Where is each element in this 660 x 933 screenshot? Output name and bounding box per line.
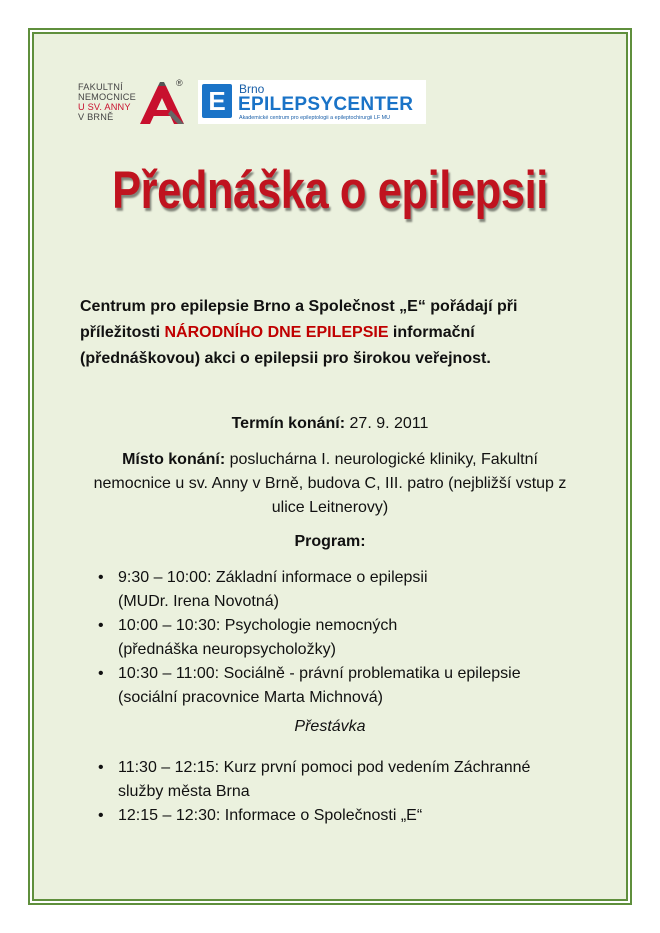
program-heading-text: Program: <box>294 533 366 550</box>
list-item <box>96 804 596 828</box>
event-date <box>60 412 600 436</box>
event-place <box>90 448 570 520</box>
epilepsy-center-city: Brno <box>239 82 265 96</box>
event-place-label: Místo konání: <box>122 451 226 468</box>
hospital-logo-line: U SV. ANNY <box>78 102 131 112</box>
hospital-logo-line: FAKULTNÍ <box>78 82 123 92</box>
pause-label: Přestávka <box>294 718 366 735</box>
intro-highlight: NÁRODNÍHO DNE EPILEPSIE <box>164 324 389 341</box>
intro-text-end: informační (přednáškovou) akci o epilepsii pro širokou veřejnost. <box>80 324 491 367</box>
page-title: Přednáška o epilepsii <box>112 161 548 220</box>
program-item-time: • 11:30 – 12:15: Kurz první pomoci pod vedením Záchranné <box>118 759 531 776</box>
epilepsy-center-name: EPILEPSYCENTER <box>238 94 414 115</box>
registered-mark: ® <box>176 78 183 88</box>
hospital-logo-line: V BRNĚ <box>78 112 114 122</box>
program-item-detail: (MUDr. Irena Novotná) <box>118 593 279 610</box>
program-item-time: • 10:00 – 10:30: Psychologie nemocných <box>118 617 398 634</box>
program-heading <box>60 530 600 554</box>
program-item-detail: (sociální pracovnice Marta Michnová) <box>118 689 383 706</box>
program-item-detail: (přednáška neuropsycholožky) <box>118 641 336 658</box>
program-list-2 <box>96 756 596 828</box>
epilepsy-center-subtitle: Akademické centrum pro epileptologii a epileptochirurgii LF MU <box>239 115 391 121</box>
list-item <box>96 566 596 614</box>
program-list-1 <box>96 566 596 710</box>
event-place-value: posluchárna I. neurologické kliniky, Fakultní nemocnice u sv. Anny v Brně, budova C, III. patro (nejbližší vstup z ulice Leitnerovy) <box>93 451 567 516</box>
event-date-label: Termín konání: <box>231 415 346 432</box>
hospital-logo-text <box>78 82 136 122</box>
program-item-detail: služby města Brna <box>118 783 250 800</box>
intro-paragraph <box>80 294 590 372</box>
list-item <box>96 756 596 804</box>
hospital-logo-line: NEMOCNICE <box>78 92 136 102</box>
program-item-time: • 10:30 – 11:00: Sociálně - právní problematika u epilepsie <box>118 665 521 682</box>
epilepsy-center-logo <box>198 80 426 124</box>
program-item-time: • 12:15 – 12:30: Informace o Společnosti „E“ <box>118 807 423 824</box>
list-item <box>96 614 596 662</box>
epilepsy-center-e-icon: E <box>202 84 232 118</box>
list-item <box>96 662 596 710</box>
hospital-logo <box>76 80 188 125</box>
event-date-value: 27. 9. 2011 <box>349 415 429 432</box>
program-item-time: • 9:30 – 10:00: Základní informace o epilepsii <box>118 569 428 586</box>
intro-text: Centrum pro epilepsie Brno a Společnost „E“ pořádají při příležitosti <box>80 298 518 341</box>
